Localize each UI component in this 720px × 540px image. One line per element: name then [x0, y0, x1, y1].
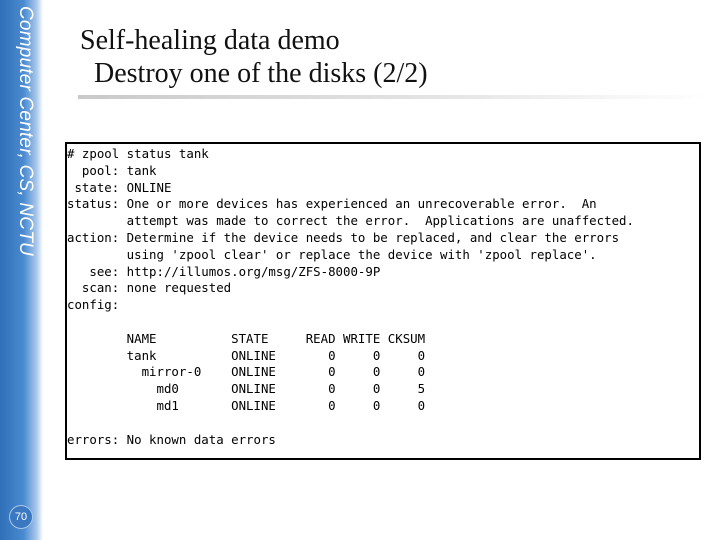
slide-title: [80, 24, 428, 90]
page-number-badge: 70: [9, 505, 33, 529]
title-divider: [78, 95, 710, 99]
terminal-output-box: [65, 142, 701, 460]
zpool-status-output: # zpool status tank pool: tank state: ONLINE status: One or more devices has experienced an unrecoverable error. An attempt was made to correct the error. Applications are unaffected. action: Determine if the device needs to be replaced, and clear the errors using 'zpool clear' or replace the device with 'zpool replace'. see: http://illumos.org/msg/ZFS-8000-9P scan: none requested config: NAME STATE READ WRITE CKSUM tank ONLINE 0 0 0 mirror-0 ONLINE 0 0 0 md0 ONLINE 0 0 5 md1 ONLINE 0 0 0 errors: No known data errors: [67, 146, 634, 447]
slide-title-line2: Destroy one of the disks (2/2): [80, 58, 428, 89]
sidebar: [0, 0, 43, 540]
slide-title-line1: Self-healing data demo: [80, 25, 340, 56]
sidebar-org-label: Computer Center, CS, NCTU: [15, 6, 36, 256]
